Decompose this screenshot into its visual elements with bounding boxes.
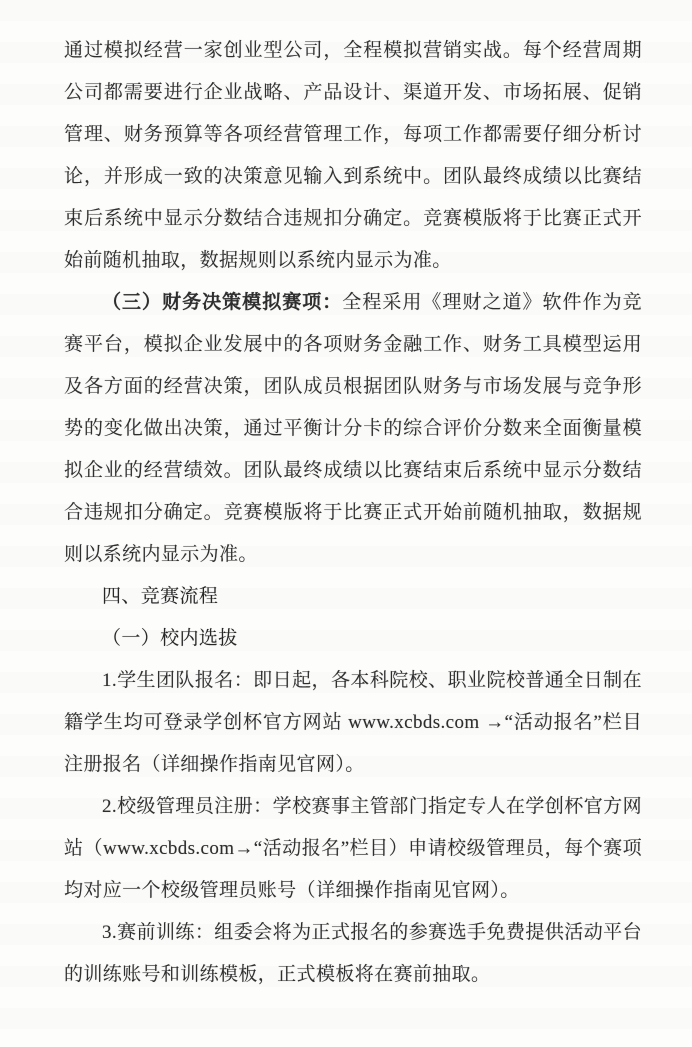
paragraph-business-simulation: 通过模拟经营一家创业型公司，全程模拟营销实战。每个经营周期公司都需要进行企业战略、产品设计、渠道开发、市场拓展、促销管理、财务预算等各项经营管理工作，每项工作都需要仔细分析讨论，并形成一致的决策意见输入到系统中。团队最终成绩以比赛结束后系统中显示分数结合违规扣分确定。竞赛模版将于比赛正式开始前随机抽取，数据规则以系统内显示为准。 [64,40,642,271]
section-heading-competition-process: 四、竞赛流程 [102,586,219,607]
paragraph-school-admin-registration: 2.校级管理员注册：学校赛事主管部门指定专人在学创杯官方网站（www.xcbds.com→“活动报名”栏目）申请校级管理员，每个赛项均对应一个校级管理员账号（详细操作指南见官网）。 [64,796,642,901]
paragraph-finance-simulation-lead: （三）财务决策模拟赛项： [102,292,343,313]
paragraph-finance-simulation [64,282,642,576]
subsection-heading-school-selection: （一）校内选拔 [102,628,238,649]
paragraph-pre-competition-training: 3.赛前训练：组委会将为正式报名的参赛选手免费提供活动平台的训练账号和训练模板，正式模板将在赛前抽取。 [64,922,642,985]
paragraph-finance-simulation-text: 全程采用《理财之道》软件作为竞赛平台，模拟企业发展中的各项财务金融工作、财务工具模型运用及各方面的经营决策，团队成员根据团队财务与市场发展与竞争形势的变化做出决策，通过平衡计分卡的综合评价分数来全面衡量模拟企业的经营绩效。团队最终成绩以比赛结束后系统中显示分数结合违规扣分确定。竞赛模版将于比赛正式开始前随机抽取，数据规则以系统内显示为准。 [64,292,643,565]
paragraph-student-team-registration: 1.学生团队报名：即日起，各本科院校、职业院校普通全日制在籍学生均可登录学创杯官方网站 www.xcbds.com →“活动报名”栏目注册报名（详细操作指南见官网）。 [64,670,642,775]
